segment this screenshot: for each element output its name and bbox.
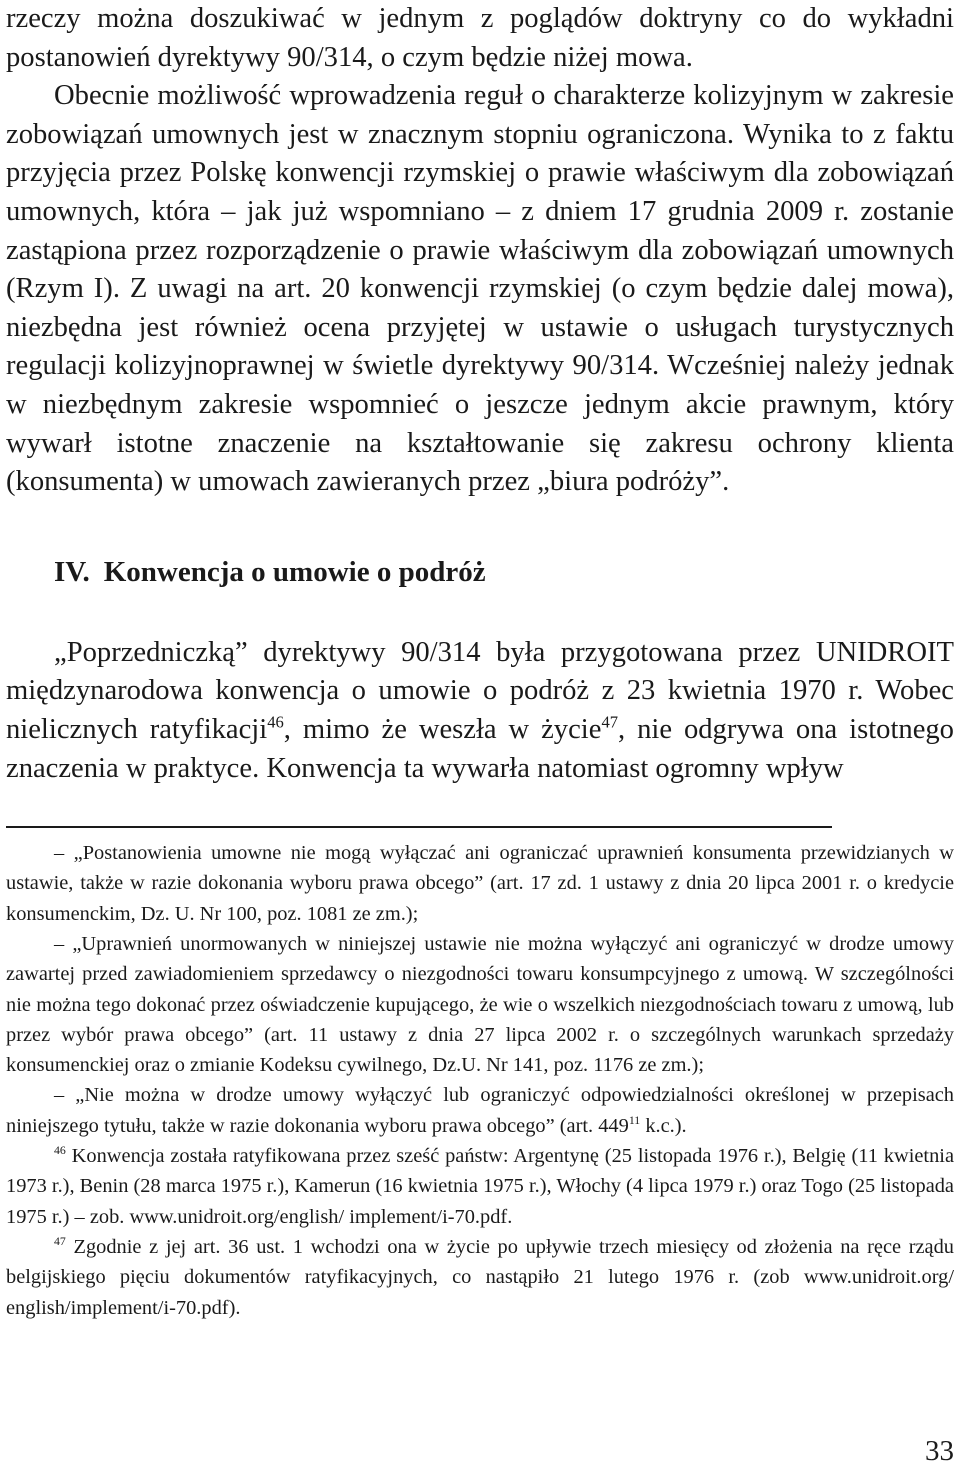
footnote-superscript: 11 bbox=[628, 1112, 641, 1127]
footnote-continuation-1: – „Postanowienia umowne nie mogą wyłączać ani ograniczać uprawnień konsumenta przewidzianych w ustawie, także w razie dokonania wyboru prawa obcego” (art. 17 zd. 1 ustawy z dnia 20 lipca 2001 r. o kredycie konsumenckim, Dz. U. Nr 100, poz. 1081 ze zm.); bbox=[6, 842, 954, 925]
footnote-47 bbox=[6, 1232, 954, 1323]
footnote-text: k.c.). bbox=[640, 1114, 687, 1137]
paragraph-collision-rules: Obecnie możliwość wprowadzenia reguł o charakterze kolizyjnym w zakresie zobowiązań umownych jest w znacznym stopniu ograniczona. Wynika to z faktu przyjęcia przez Polskę konwencji rzymskiej o prawie właściwym dla zobowiązań umownych, która – jak już wspomniano – z dniem 17 grudnia 2009 r. zostanie zastąpiona przez rozporządzenie o prawie właściwym dla zobowiązań umownych (Rzym I). Z uwagi na art. 20 konwencji rzymskiej (o czym będzie dalej mowa), niezbędna jest również ocena przyjętej w ustawie o usługach turystycznych regulacji kolizyjnoprawnej w świetle dyrektywy 90/314. Wcześniej należy jednak w niezbędnym zakresie wspomnieć o jeszcze jednym akcie prawnym, który wywarł istotne znaczenie na kształtowanie się zakresu ochrony klienta (konsumenta) w umowach zawieranych przez „biura podróży”. bbox=[6, 80, 954, 498]
paragraph-text: , mimo że weszła w życie bbox=[283, 713, 602, 745]
section-number: IV. bbox=[54, 555, 90, 588]
document-page bbox=[6, 0, 954, 1323]
footnote-46 bbox=[6, 1141, 954, 1232]
footnote-text: Konwencja została ratyfikowana przez sześć państw: Argentynę (25 listopada 1976 r.), Belgię (11 kwietnia 1973 r.), Benin (28 marca 1975 r.), Kamerun (16 kwietnia 1975 r.), Włochy (4 lipca 1979 r.) oraz Togo (25 listopada 1975 r.) – zob. www.unidroit.org/english/ implement/i-70.pdf. bbox=[6, 1145, 954, 1228]
footnotes bbox=[6, 838, 954, 1323]
footnote-number-46: 46 bbox=[54, 1143, 66, 1158]
footnote-ref-46: 46 bbox=[267, 712, 284, 732]
paragraph-continuation: rzeczy można doszukiwać w jednym z poglądów doktryny co do wykładni postanowień dyrektywy 90/314, o czym będzie niżej mowa. bbox=[6, 3, 954, 73]
footnote-separator bbox=[6, 826, 832, 828]
footnote-continuation-2: – „Uprawnień unormowanych w niniejszej ustawie nie można wyłączyć ani ograniczyć w drodze umowy zawartej przed zawiadomieniem sprzedawcy o niezgodności towaru konsumpcyjnego z umową. W szczególności nie można tego dokonać przez oświadczenie kupującego, że wie o wszelkich niezgodnościach towaru z umową, lub przez wybór prawa obcego” (art. 11 ustawy z dnia 27 lipca 2002 r. o szczególnych warunkach sprzedaży konsumenckiej oraz o zmianie Kodeksu cywilnego, Dz.U. Nr 141, poz. 1176 ze zm.); bbox=[6, 932, 954, 1077]
section-heading bbox=[54, 552, 954, 592]
footnote-number-47: 47 bbox=[54, 1234, 66, 1249]
footnote-text: – „Nie można w drodze umowy wyłączyć lub ograniczyć odpowiedzialności określonej w przepisach niniejszego tytułu, także w razie dokonania wyboru prawa obcego” (art. 449 bbox=[6, 1084, 954, 1137]
page-number: 33 bbox=[925, 1435, 954, 1467]
paragraph-text: „Poprzedniczką” dyrektywy 90/314 była przygotowana przez UNIDROIT międzynarodowa konwencja o umowie o podróż z 23 kwietnia 1970 r. Wobec nielicznych ratyfikacji bbox=[6, 636, 954, 745]
paragraph-convention bbox=[6, 634, 954, 788]
footnote-ref-47: 47 bbox=[601, 712, 619, 732]
section-title: Konwencja o umowie o podróż bbox=[103, 555, 486, 588]
paragraph-text: , nie odgrywa ona istotnego znaczenia w praktyce. Konwencja ta wywarła natomiast ogromny wpływ bbox=[6, 713, 954, 784]
footnote-text: Zgodnie z jej art. 36 ust. 1 wchodzi ona w życie po upływie trzech miesięcy od złożenia na ręce rządu belgijskiego pięciu dokumentów ratyfikacyjnych, co nastąpiło 21 lutego 1976 r. (zob www.unidroit.org/ english/implement/i-70.pdf). bbox=[6, 1235, 954, 1319]
main-text bbox=[6, 0, 954, 502]
section-body bbox=[6, 634, 954, 788]
footnote-continuation-3 bbox=[6, 1080, 954, 1141]
